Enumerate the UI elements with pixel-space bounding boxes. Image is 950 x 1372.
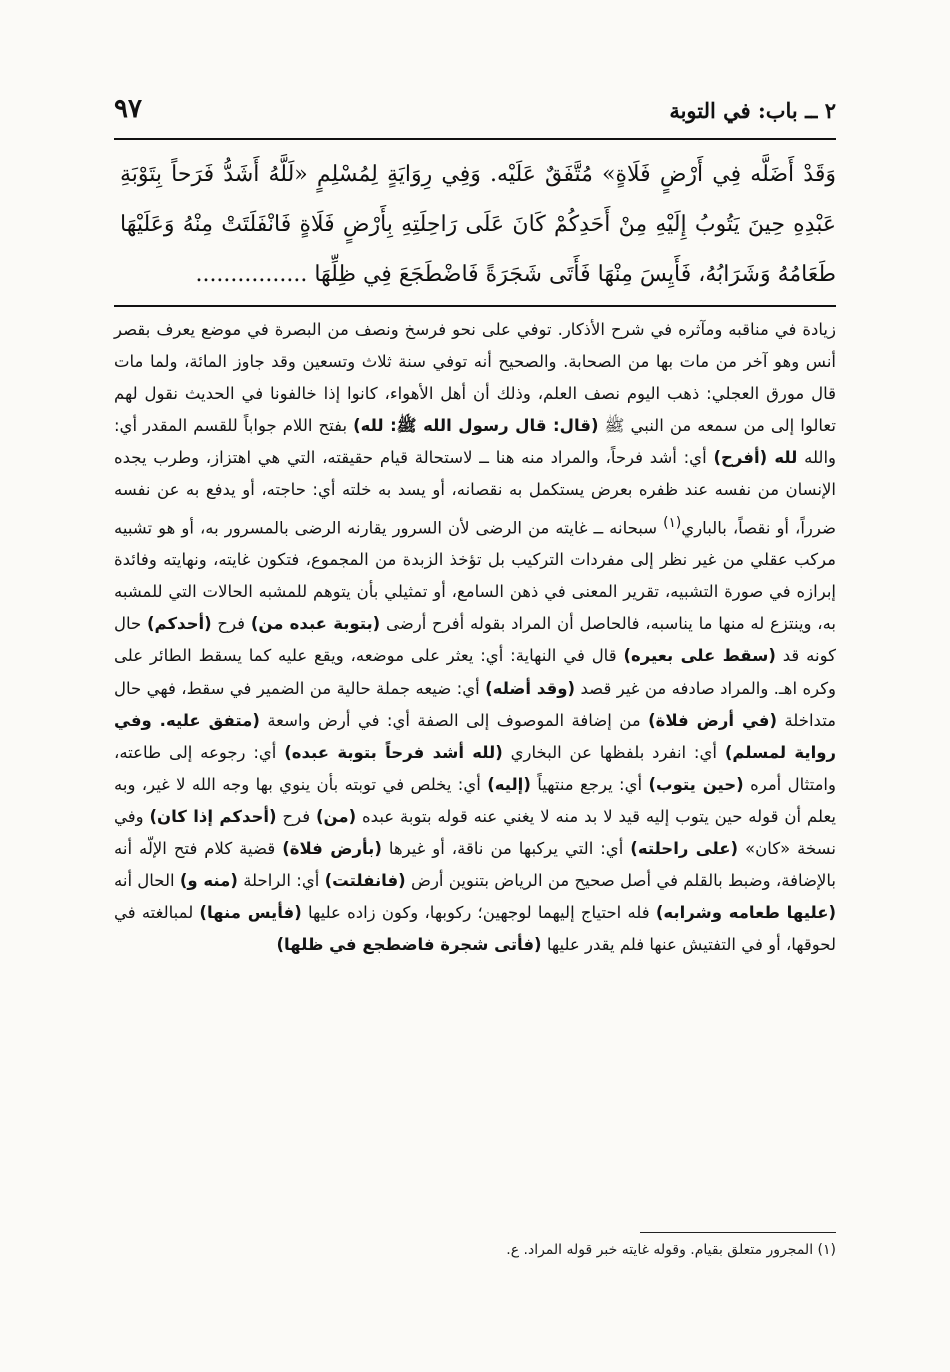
commentary-segment: قال في النهاية: أي: يعثر على موضعه، ويقع عليه كما يسقط الطائر على وكره اهـ. والمراد صادفه من غير قصد bbox=[114, 646, 837, 698]
commentary-quote: (لله أشد فرحاً بتوبة عبده) bbox=[284, 742, 503, 762]
commentary-quote: (إليه) bbox=[487, 774, 531, 794]
hadith-text: وَقَدْ أَضَلَّه فِي أَرْضٍ فَلَاةٍ» مُتَّفَقٌ عَلَيْه. وَفِي رِوَايَةٍ لِمُسْلِمٍ «لَلَّهُ أَشَدُّ فَرَحاً بِتَوْبَةِ عَبْدِهِ حِينَ يَتُوبُ إِلَيْهِ مِنْ أَحَدِكُمْ كَانَ عَلَى رَاحِلَتِهِ بِأَرْضٍ فَلَاةٍ فَانْفَلَتَتْ مِنْهُ وَعَلَيْهَا طَعَامُهُ وَشَرَابُهُ، فَأَيِسَ مِنْهَا فَأَتَى شَجَرَةً فَاضْطَجَعَ فِي ظِلِّهَا ................ bbox=[120, 162, 836, 287]
commentary-segment: زيادة في مناقبه ومآثره في شرح الأذكار. توفي على نحو فرسخ ونصف من البصرة في موضع يعرف بقصر أنس وهو آخر من مات بها من الصحابة. والصحيح أنه توفي سنة ثلاث وتسعين وقد جاوز المائة، ولما مات قال مورق العجلي: ذهب اليوم نصف العلم، وذلك أن أهل الأهواء، كانوا إذا خالفونا في الحديث نقول لهم تعالوا إلى من سمعه من النبي ﷺ bbox=[114, 320, 836, 436]
chapter-title: ٢ ــ باب: في التوبة bbox=[669, 98, 836, 123]
commentary-segment: أي: يرجع منتهياً bbox=[537, 774, 643, 794]
commentary-segment: أي: التي يركبها من ناقة، أو غيرها bbox=[388, 839, 624, 858]
commentary-quote: (عليها طعامه وشرابه) bbox=[655, 903, 837, 923]
commentary-quote: (متفق عليه. وفي رواية لمسلم) bbox=[114, 710, 836, 762]
page-header bbox=[114, 96, 836, 136]
commentary-segment: أي: ضيعه جملة حالية من الضمير في سقط، فهي حال متداخلة bbox=[114, 678, 837, 730]
commentary-segment: وفي نسخة «كان» bbox=[114, 806, 836, 858]
commentary-quote: (بتوبة عبده من) bbox=[250, 614, 381, 634]
commentary-segment: سبحانه ــ غايته من الرضى لأن السرور يقارنه الرضى بالمسرور به، أو هو تشبيه مركب عقلي من غير نظر إلى مفردات التركيب بل تؤخذ الزبدة من المجموع، فتكون غايته، ونهايته وفائدة إبرازه في صورة التشبيه، تقرير المعنى في ذهن السامع، أو تمثيلي بأن يتوهم للمشبه الحالات التي للمشبه به، وينتزع له منها ما يناسبه، فالحاصل أن المراد بقوله أفرح أرضى bbox=[114, 518, 837, 634]
commentary-quote: (سقط على بعيره) bbox=[623, 646, 776, 666]
commentary-quote: (في أرض فلاة) bbox=[648, 710, 777, 730]
commentary-segment: أي: أشد فرحاً، والمراد منه هنا ــ لاستحالة قيام حقيقته، التي هي اهتزاز، وطرب يجده الإنسان من نفسه عند ظفره بعرض يستكمل به نقصانه، أو يسد به خلته أي: حاجته، أو يدفع به عن نفسه ضرراً، أو نقصاً، بالباري bbox=[114, 448, 837, 538]
commentary-segment: فرح bbox=[217, 614, 246, 634]
commentary-quote: (على راحلته) bbox=[630, 839, 739, 858]
commentary-segment: فله احتياج إليهما لوجهين؛ ركوبها، وكون زاده عليها bbox=[307, 903, 650, 923]
commentary-quote: (قال: قال رسول الله ﷺ: لله) bbox=[353, 416, 599, 436]
commentary-quote: (بأرض فلاة) bbox=[282, 839, 382, 858]
commentary-segment: لمبالغته في لحوقها، أو في التفتيش عنها فلم يقدر عليها bbox=[114, 903, 836, 955]
commentary-segment: أي: رجوعه إلى طاعته، وامتثال أمره bbox=[114, 742, 836, 794]
commentary-quote: (فأتى شجرة فاضطجع في ظلها) bbox=[276, 935, 542, 955]
commentary-segment: أي: يخلص في توبته بأن ينوي بها وجه الله لا غير، وبه يعلم أن قوله حين يتوب إليه قيد لا بد منه لا يغني عنه قوله بتوبة عبده bbox=[114, 774, 836, 826]
footnote-marker: (١) bbox=[663, 514, 682, 531]
commentary-segment: الحال أنه bbox=[114, 871, 175, 891]
commentary-quote: (منه و) bbox=[179, 871, 238, 891]
commentary-text bbox=[114, 314, 836, 961]
footnote: (١) المجرور متعلق بقيام. وقوله غايته خبر قوله المراد. ع. bbox=[506, 1242, 836, 1258]
commentary-segment: من إضافة الموصوف إلى الصفة أي: في أرض واسعة bbox=[267, 710, 641, 730]
commentary-quote: (حين يتوب) bbox=[648, 774, 744, 794]
commentary-segment: قضية كلام فتح الإلّه أنه بالإضافة، وضبط بالقلم في أصل صحيح من الرياض بتنوين أرض bbox=[114, 839, 837, 891]
header-divider bbox=[114, 138, 836, 140]
commentary-quote: لله (أفرح) bbox=[713, 448, 798, 468]
matn-divider bbox=[114, 305, 836, 307]
commentary-quote: (أحدكم إذا كان) bbox=[149, 806, 277, 826]
commentary-segment: بفتح اللام جواباً للقسم المقدر أي: والله bbox=[114, 416, 836, 468]
commentary-quote: (وقد أضله) bbox=[485, 678, 576, 698]
commentary-segment: أي: الراحلة bbox=[243, 871, 320, 891]
footnote-divider bbox=[640, 1232, 836, 1233]
commentary-quote: (من) bbox=[315, 806, 357, 826]
page-number: ٩٧ bbox=[114, 94, 142, 124]
commentary-segment: فرح bbox=[282, 806, 311, 826]
commentary-quote: (فانفلتت) bbox=[324, 871, 406, 891]
commentary-quote: (فأيس منها) bbox=[199, 903, 302, 923]
commentary-quote: (أحدكم) bbox=[146, 614, 212, 634]
commentary-segment: حال كونه قد bbox=[114, 614, 836, 666]
commentary-segment: أي: انفرد بلفظها عن البخاري bbox=[510, 742, 717, 762]
